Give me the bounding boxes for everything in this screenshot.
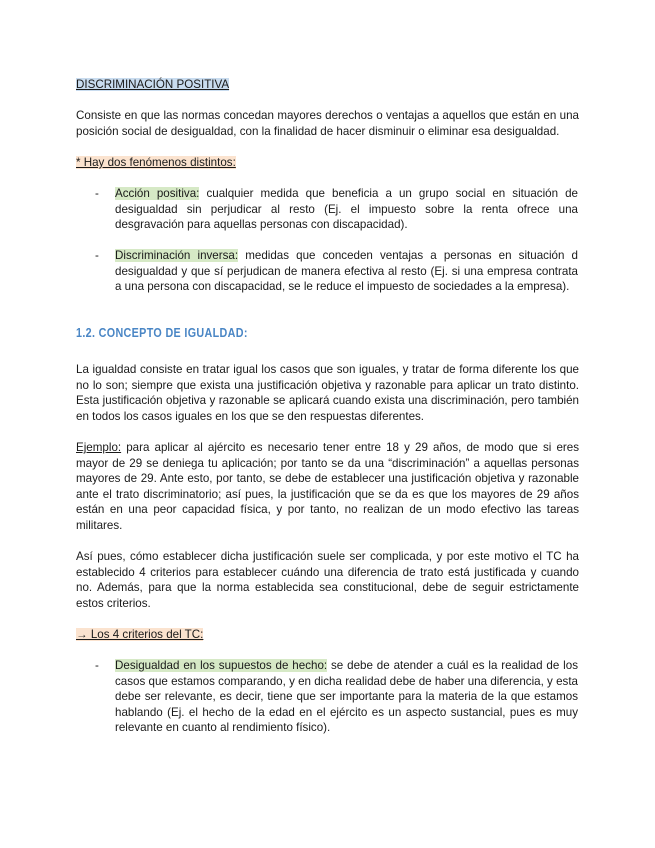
example-label: Ejemplo:	[76, 441, 122, 454]
criteria-intro-paragraph: Así pues, cómo establecer dicha justificación suele ser complicada, y por este motivo el TC ha establecido 4 criterios para establecer cuándo una diferencia de trato está justificada y cuando no. Además, para que la norma establecida sea constitucional, debe de seguir estrictamente estos criterios.	[76, 550, 579, 610]
example-text: para aplicar al ajército es necesario tener entre 18 y 29 años, de modo que si eres mayor de 29 se deniega tu aplicación; por tanto se da una “discriminación” a aquellas personas mayores de 29. Ante esto, por tanto, se debe de establecer una justificación objetiva y razonable ante el trato discriminatorio; así pues, la justificación que se da es que los mayores de 29 años están en una peor capacidad física, y por tanto, no realizan de un modo efectivo las tareas militares.	[76, 441, 579, 532]
list-item	[115, 186, 578, 233]
bullet-marker: -	[95, 249, 99, 262]
item-term: Discriminación inversa:	[115, 249, 239, 262]
item-text: medidas que conceden ventajas a personas en situación d desigualdad y que sí perjudican de manera efectiva al resto (Ej. si una empresa contrata a una persona con discapacidad, se le reduce el impuesto de sociedades a la empresa).	[115, 249, 578, 294]
item-term: Desigualdad en los supuestos de hecho:	[115, 659, 328, 672]
phenomena-label-text: * Hay dos fenómenos distintos:	[76, 156, 236, 169]
item-text: cualquier medida que beneficia a un grupo social en situación de desigualdad sin perjudicar al resto (Ej. el impuesto sobre la renta ofrece una desgravación para aquellas personas con discapacidad).	[115, 187, 578, 232]
equality-paragraph: La igualdad consiste en tratar igual los casos que son iguales, y tratar de forma diferente los que no lo son; siempre que exista una justificación objetiva y razonable para aplicar un trato distinto. Esta justificación objetiva y razonable se aplicará cuando exista una discriminación, pero también en todos los casos iguales en los que se den respuestas diferentes.	[76, 363, 579, 423]
list-item	[115, 658, 578, 736]
criteria-label-text: → Los 4 criterios del TC:	[76, 628, 204, 641]
definition-paragraph: Consiste en que las normas concedan mayores derechos o ventajas a aquellos que están en una posición social de desigualdad, con la finalidad de hacer disminuir o eliminar esa desigualdad.	[76, 109, 579, 138]
section-heading: 1.2. CONCEPTO DE IGUALDAD:	[76, 326, 248, 340]
item-term: Acción positiva:	[115, 187, 200, 200]
criteria-label	[76, 627, 579, 643]
bullet-marker: -	[95, 659, 99, 672]
phenomena-label	[76, 155, 579, 171]
section-title	[76, 77, 579, 93]
item-text: se debe de atender a cuál es la realidad de los casos que estamos comparando, y en dicha realidad debe de haber una diferencia, y esta debe ser relevante, es decir, tiene que ser importante para la materia de la que estamos hablando (Ej. el hecho de la edad en el ejército es un aspecto sustancial, pues es muy relevante en cuanto al rendimiento físico).	[115, 659, 578, 735]
section-title-text: DISCRIMINACIÓN POSITIVA	[76, 78, 230, 91]
example-paragraph	[76, 440, 579, 534]
bullet-marker: -	[95, 187, 99, 200]
list-item	[115, 248, 578, 295]
